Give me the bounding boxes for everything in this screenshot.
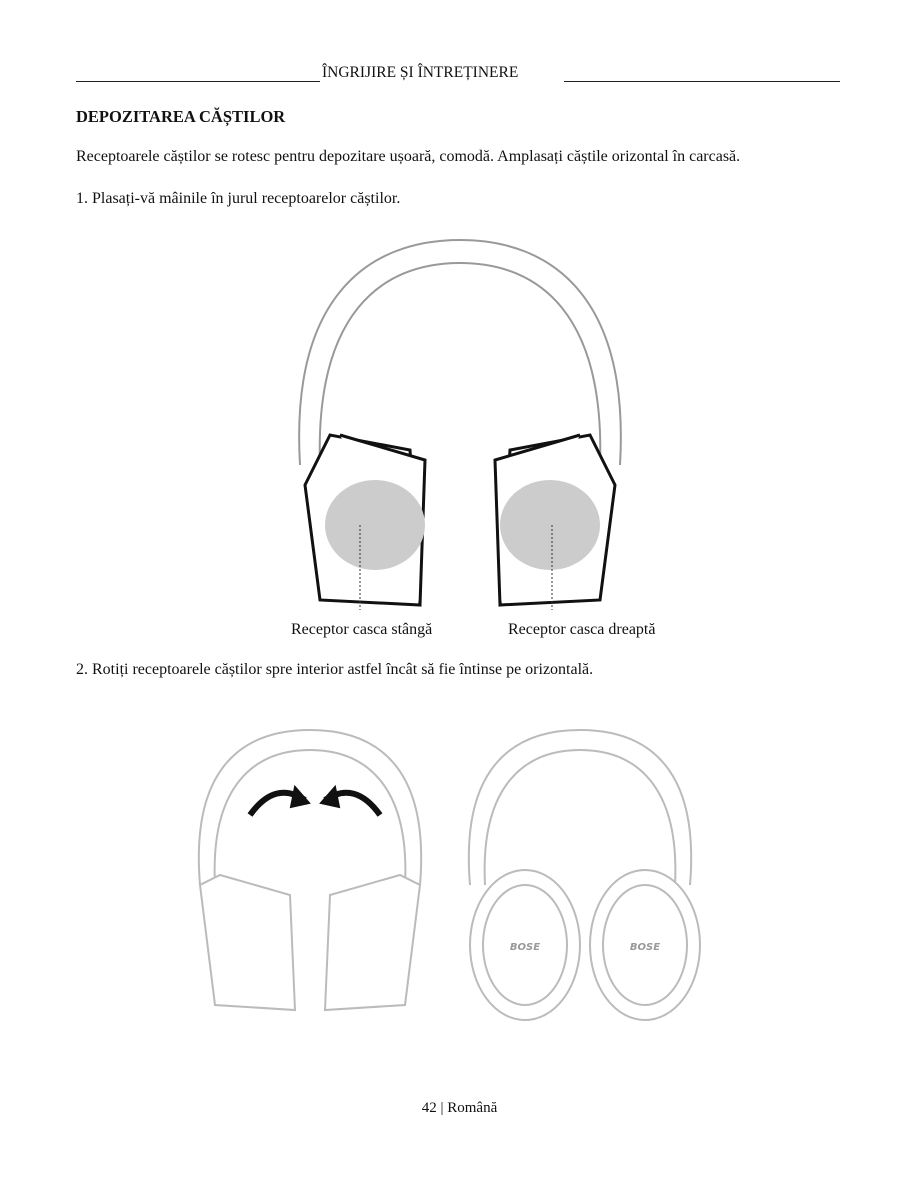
bose-logo-left: BOSE: [509, 942, 541, 953]
headphones-rotating-illustration: [185, 725, 725, 1025]
step-1: 1. Plasați-vă mâinile în jurul receptoarelor căștilor.: [76, 190, 401, 207]
page-footer: 42 | Română: [421, 1100, 498, 1116]
bose-logo-right: BOSE: [629, 942, 661, 953]
header-rule-left: [76, 81, 320, 82]
step-2: 2. Rotiți receptoarele căștilor spre interior astfel încât să fie întinse pe orizontală.: [76, 661, 594, 678]
intro-paragraph: Receptoarele căștilor se rotesc pentru depozitare ușoară, comodă. Amplasați căștile orizontal în carcasă.: [76, 148, 741, 165]
label-right-earcup: Receptor casca dreaptă: [508, 621, 656, 638]
section-title: ÎNGRIJIRE ȘI ÎNTREȚINERE: [322, 64, 519, 81]
headphones-illustration-hands: [280, 235, 640, 615]
label-left-earcup: Receptor casca stângă: [291, 621, 433, 638]
header-rule-right: [564, 81, 840, 82]
running-header: [76, 64, 840, 86]
page-heading: DEPOZITAREA CĂȘTILOR: [76, 107, 286, 126]
